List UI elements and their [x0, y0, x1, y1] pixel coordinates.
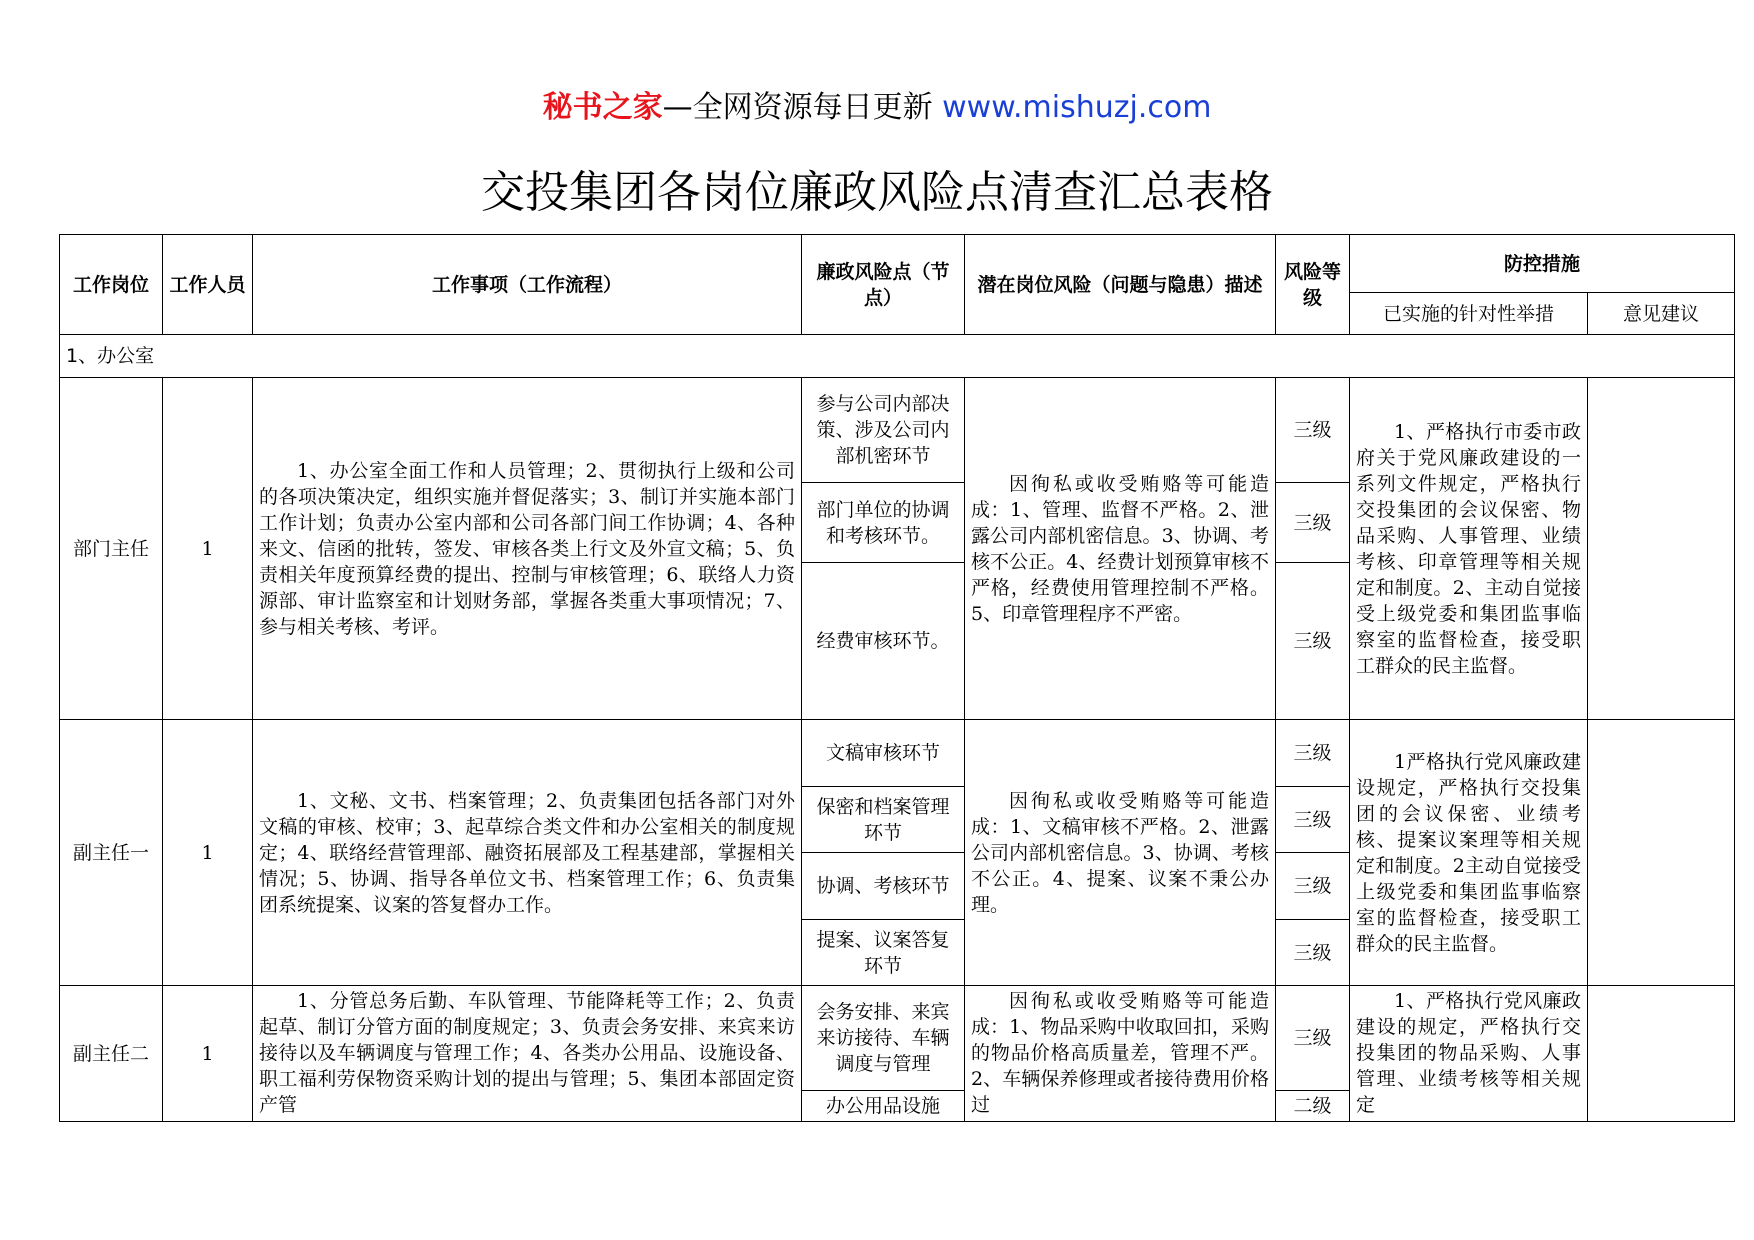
- cell-risk-point: 文稿审核环节: [802, 720, 965, 787]
- cell-risk-point: 提案、议案答复环节: [802, 920, 965, 986]
- cell-level: 三级: [1276, 787, 1350, 853]
- document-title: 交投集团各岗位廉政风险点清查汇总表格: [481, 167, 1273, 218]
- cell-suggestion: [1588, 986, 1735, 1122]
- cell-risk-point: 协调、考核环节: [802, 853, 965, 920]
- cell-risk-point: 办公用品设施: [802, 1091, 965, 1122]
- watermark-brand: 秘书之家: [542, 90, 663, 125]
- header-description: 潜在岗位风险（问题与隐患）描述: [965, 235, 1276, 335]
- cell-matters: 1、分管总务后勤、车队管理、节能降耗等工作；2、负责起草、制订分管方面的制度规定；3、负责会务安排、来宾来访接待以及车辆调度与管理工作；4、各类办公用品、设施设备、职工福利劳保物资采购计划的提出与管理；5、集团本部固定资产管: [253, 986, 802, 1122]
- cell-matters: 1、办公室全面工作和人员管理；2、贯彻执行上级和公司的各项决策决定，组织实施并督促落实；3、制订并实施本部门工作计划；负责办公室内部和公司各部门间工作协调；4、各种来文、信函的批转，签发、审核各类上行文及外宣文稿；5、负责相关年度预算经费的提出、控制与审核管理；6、联络人力资源部、审计监察室和计划财务部，掌握各类重大事项情况；7、参与相关考核、考评。: [253, 378, 802, 720]
- header-position: 工作岗位: [60, 235, 163, 335]
- watermark-tagline: —全网资源每日更新: [662, 90, 933, 125]
- cell-implemented: 1严格执行党风廉政建设规定，严格执行交投集团的会议保密、业绩考核、提案议案理等相关规定和制度。2主动自觉接受上级党委和集团监事临察室的监督检查，接受职工群众的民主监督。: [1350, 720, 1588, 986]
- section-title: 1、办公室: [60, 335, 1735, 378]
- cell-risk-point: 会务安排、来宾来访接待、车辆调度与管理: [802, 986, 965, 1091]
- cell-risk-point: 经费审核环节。: [802, 563, 965, 720]
- cell-implemented: 1、严格执行党风廉政建设的规定，严格执行交投集团的物品采购、人事管理、业绩考核等相关规定: [1350, 986, 1588, 1122]
- table-row: [60, 720, 1735, 787]
- header-level: 风险等级: [1276, 235, 1350, 335]
- cell-level: 三级: [1276, 378, 1350, 483]
- cell-suggestion: [1588, 720, 1735, 986]
- cell-staff: 1: [163, 720, 253, 986]
- table-row: [60, 378, 1735, 483]
- cell-staff: 1: [163, 986, 253, 1122]
- cell-implemented: 1、严格执行市委市政府关于党风廉政建设的一系列文件规定，严格执行交投集团的会议保密、物品采购、人事管理、业绩考核、印章管理等相关规定和制度。2、主动自觉接受上级党委和集团监事临察室的监督检查，接受职工群众的民主监督。: [1350, 378, 1588, 720]
- cell-risk-point: 部门单位的协调和考核环节。: [802, 483, 965, 563]
- cell-level: 三级: [1276, 920, 1350, 986]
- header-risk-point: 廉政风险点（节点）: [802, 235, 965, 335]
- cell-staff: 1: [163, 378, 253, 720]
- cell-risk-point: 保密和档案管理环节: [802, 787, 965, 853]
- table-row: [60, 986, 1735, 1091]
- cell-level: 二级: [1276, 1091, 1350, 1122]
- watermark-url[interactable]: www.mishuzj.com: [942, 90, 1212, 125]
- cell-matters: 1、文秘、文书、档案管理；2、负责集团包括各部门对外文稿的审核、校审；3、起草综合类文件和办公室相关的制度规定；4、联络经营管理部、融资拓展部及工程基建部，掌握相关情况；5、协调、指导各单位文书、档案管理工作；6、负责集团系统提案、议案的答复督办工作。: [253, 720, 802, 986]
- header-suggestions: 意见建议: [1588, 293, 1735, 335]
- header-implemented: 已实施的针对性举措: [1350, 293, 1588, 335]
- cell-level: 三级: [1276, 853, 1350, 920]
- cell-description: 因徇私或收受贿赂等可能造成：1、物品采购中收取回扣，采购的物品价格高质量差，管理不严。2、车辆保养修理或者接待费用价格过: [965, 986, 1276, 1122]
- cell-level: 三级: [1276, 483, 1350, 563]
- cell-position: 部门主任: [60, 378, 163, 720]
- cell-suggestion: [1588, 378, 1735, 720]
- cell-position: 副主任一: [60, 720, 163, 986]
- cell-level: 三级: [1276, 720, 1350, 787]
- cell-description: 因徇私或收受贿赂等可能造成：1、管理、监督不严格。2、泄露公司内部机密信息。3、协调、考核不公正。4、经费计划预算审核不严格，经费使用管理控制不严格。5、印章管理程序不严密。: [965, 378, 1276, 720]
- risk-table: [59, 234, 1735, 1122]
- cell-level: 三级: [1276, 986, 1350, 1091]
- header-matters: 工作事项（工作流程）: [253, 235, 802, 335]
- cell-level: 三级: [1276, 563, 1350, 720]
- cell-position: 副主任二: [60, 986, 163, 1122]
- header-staff: 工作人员: [163, 235, 253, 335]
- cell-description: 因徇私或收受贿赂等可能造成：1、文稿审核不严格。2、泄露公司内部机密信息。3、协调、考核不公正。4、提案、议案不秉公办理。: [965, 720, 1276, 986]
- cell-risk-point: 参与公司内部决策、涉及公司内部机密环节: [802, 378, 965, 483]
- header-measures: 防控措施: [1350, 235, 1735, 293]
- watermark-banner: [0, 88, 1754, 128]
